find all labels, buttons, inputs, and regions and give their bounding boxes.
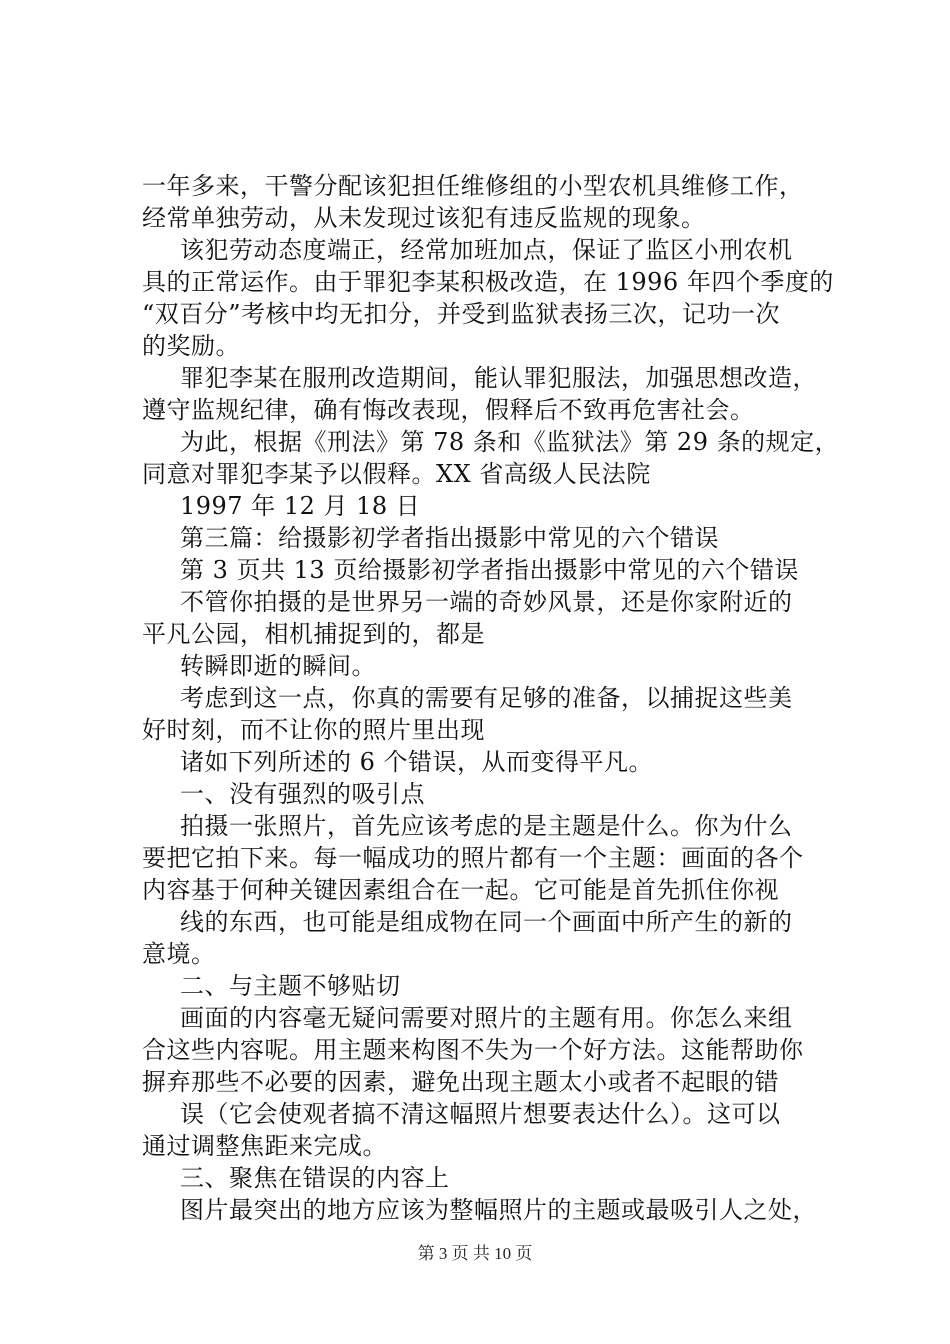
- text-line: 转瞬即逝的瞬间。: [180, 652, 376, 680]
- text-line: 摒弃那些不必要的因素，避免出现主题太小或者不起眼的错: [142, 1068, 779, 1096]
- text-line: 内容基于何种关键因素组合在一起。它可能是首先抓住你视: [142, 876, 779, 904]
- text-line: 一年多来，干警分配该犯担任维修组的小型农机具维修工作，: [142, 172, 804, 200]
- page-footer: 第 3 页 共 10 页: [417, 1244, 533, 1263]
- text-line: 经常单独劳动，从未发现过该犯有违反监规的现象。: [142, 204, 706, 232]
- subheading: 一、没有强烈的吸引点: [180, 780, 425, 808]
- text-line: 图片最突出的地方应该为整幅照片的主题或最吸引人之处，: [180, 1196, 817, 1224]
- text-line: 意境。: [142, 940, 216, 968]
- text-line: 画面的内容毫无疑问需要对照片的主题有用。你怎么来组: [180, 1004, 793, 1032]
- text-line: 考虑到这一点，你真的需要有足够的准备，以捕捉这些美: [180, 684, 793, 712]
- text-line: 不管你拍摄的是世界另一端的奇妙风景，还是你家附近的: [180, 588, 793, 616]
- text-line: 该犯劳动态度端正，经常加班加点，保证了监区小刑农机: [180, 236, 793, 264]
- text-line: 为此，根据《刑法》第 78 条和《监狱法》第 29 条的规定，: [180, 428, 840, 456]
- text-line: “双百分”考核中均无扣分，并受到监狱表扬三次，记功一次: [142, 300, 781, 328]
- text-line: 具的正常运作。由于罪犯李某积极改造，在 1996 年四个季度的: [142, 268, 834, 296]
- text-line: 的奖励。: [142, 332, 240, 360]
- text-line: 拍摄一张照片，首先应该考虑的是主题是什么。你为什么: [180, 812, 793, 840]
- text-line: 罪犯李某在服刑改造期间，能认罪犯服法，加强思想改造，: [180, 364, 817, 392]
- text-line: 误（它会使观者搞不清这幅照片想要表达什么）。这可以: [180, 1100, 781, 1128]
- date-line: 1997 年 12 月 18 日: [180, 492, 421, 520]
- text-line: 遵守监规纪律，确有悔改表现，假释后不致再危害社会。: [142, 396, 755, 424]
- text-line: 通过调整焦距来完成。: [142, 1132, 387, 1160]
- text-line: 要把它拍下来。每一幅成功的照片都有一个主题：画面的各个: [142, 844, 804, 872]
- text-line: 平凡公园，相机捕捉到的，都是: [142, 620, 485, 648]
- section-heading: 第三篇：给摄影初学者指出摄影中常见的六个错误: [180, 524, 719, 552]
- subheading: 三、聚焦在错误的内容上: [180, 1164, 450, 1192]
- subheading: 二、与主题不够贴切: [180, 972, 401, 1000]
- text-line: 同意对罪犯李某予以假释。XX 省高级人民法院: [142, 460, 651, 488]
- text-line: 诸如下列所述的 6 个错误，从而变得平凡。: [180, 748, 654, 776]
- text-line: 好时刻，而不让你的照片里出现: [142, 716, 485, 744]
- text-line: 合这些内容呢。用主题来构图不失为一个好方法。这能帮助你: [142, 1036, 804, 1064]
- document-body: [142, 170, 840, 1226]
- text-line: 线的东西，也可能是组成物在同一个画面中所产生的新的: [180, 908, 793, 936]
- page-info-line: 第 3 页共 13 页给摄影初学者指出摄影中常见的六个错误: [180, 556, 799, 584]
